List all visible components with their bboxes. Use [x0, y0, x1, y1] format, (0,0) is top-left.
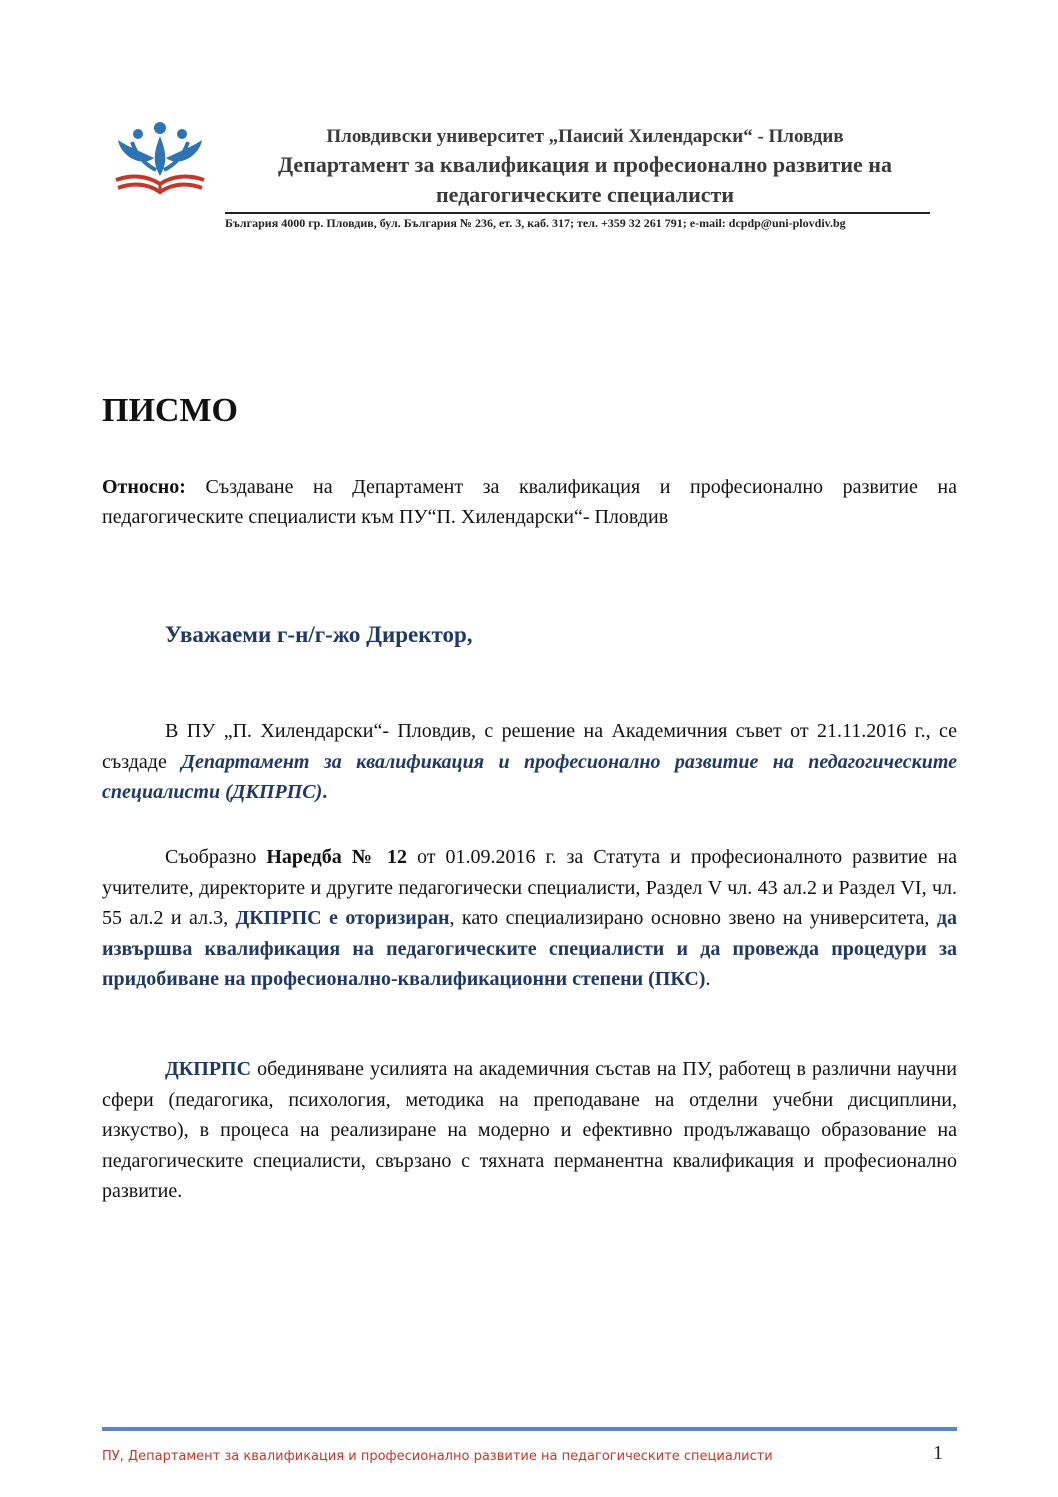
paragraph-3-text: обединяване усилията на академичния състав на ПУ, работещ в различни научни сфери (педагогика, психология, методика на преподаване на отделни учебни дисциплини, изкуство), в процеса на реализиране на модерно и ефективно продължаващо образование на педагогическите специалисти, свързано с тяхната перманентна квалификация и професионално развитие. [102, 1058, 957, 1202]
paragraph-1-text: В ПУ „П. Хилендарски“- Пловдив, с решение на Академичния съвет от 21.11.2016 г., се създаде [102, 720, 957, 773]
subject-text: Създаване на Департамент за квалификация и професионално развитие на педагогическите специалисти към ПУ“П. Хилендарски“- Пловдив [102, 476, 957, 528]
paragraph-2-end: . [705, 968, 711, 990]
authorization-highlight: ДКПРПС е оторизиран [235, 907, 450, 929]
letterhead-divider [225, 212, 930, 214]
department-name-line1: Департамент за квалификация и професионално развитие на [278, 152, 892, 177]
department-name-line2: педагогическите специалисти [435, 182, 735, 207]
university-people-book-logo [110, 118, 210, 198]
footer-text: ПУ, Департамент за квалификация и професионално развитие на педагогическите специалисти [102, 1449, 773, 1464]
paragraph-1 [102, 716, 957, 808]
subject-line [102, 472, 957, 532]
paragraph-1-end: . [322, 781, 328, 803]
contact-address: България 4000 гр. Пловдив, бул. България № 236, ет. 3, каб. 317; тел. +359 32 261 791; e-mail: dcpdp@uni-plovdiv.bg [225, 216, 846, 230]
paragraph-2-intro: Съобразно [165, 846, 267, 868]
letterhead [105, 112, 935, 237]
dkprps-highlight: ДКПРПС [165, 1058, 252, 1080]
regulation-reference: Наредба № 12 [266, 846, 407, 868]
letterhead-text [255, 124, 915, 210]
qualification-highlight: да извършва квалификация на педагогическите специалисти и да провежда процедури за придобиване на професионално-квалификационни степени (ПКС) [102, 907, 958, 990]
footer-divider [102, 1427, 957, 1431]
department-name-highlight: Департамент за квалификация и професионално развитие на педагогическите специалисти (ДКПРПС) [102, 750, 957, 803]
paragraph-2-text: от 01.09.2016 г. за Статута и професионалното развитие на учителите, директорите и другите педагогически специалисти, Раздел V чл. 43 ал.2 и Раздел VI, чл. 55 ал.2 и ал.3, [102, 846, 957, 929]
page-number: 1 [933, 1442, 943, 1464]
paragraph-3 [102, 1054, 957, 1207]
paragraph-2-middle: , като специализирано основно звено на университета, [449, 907, 937, 929]
salutation: Уважаеми г-н/г-жо Директор, [165, 622, 473, 647]
subject-label: Относно: [102, 476, 186, 498]
paragraph-2 [102, 842, 957, 995]
letter-title: ПИСМО [102, 392, 238, 429]
university-name: Пловдивски университет „Паисий Хилендарски“ - Пловдив [326, 126, 844, 147]
